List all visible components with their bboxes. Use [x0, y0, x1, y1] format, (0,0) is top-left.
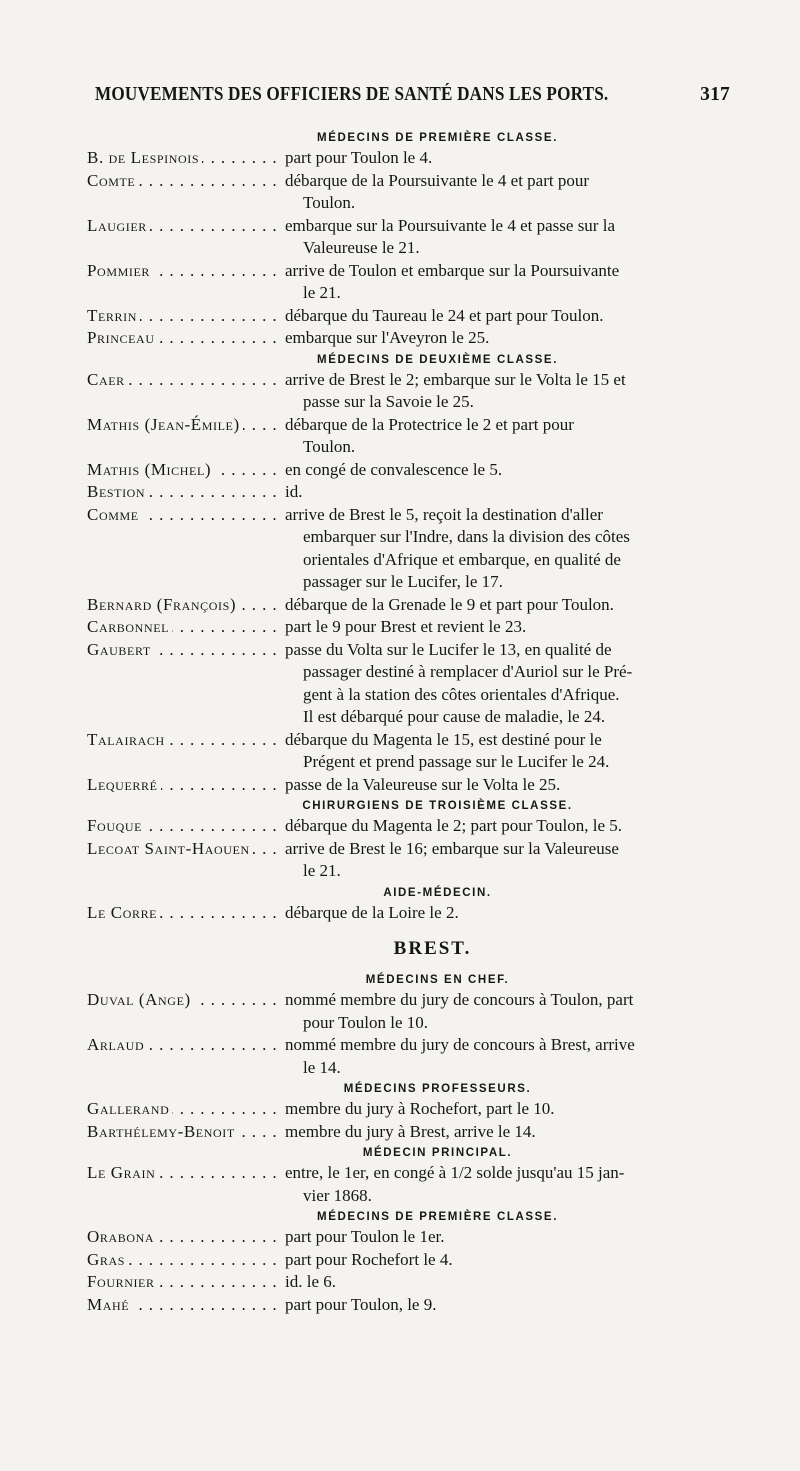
movement-description — [285, 639, 740, 729]
officer-name — [87, 1249, 277, 1272]
description-line: embarque sur l'Aveyron le 25. — [285, 328, 490, 347]
entry-row — [87, 774, 740, 797]
description-line: débarque de la Poursuivante le 4 et part pour — [285, 170, 590, 190]
description-line: débarque du Magenta le 2; part pour Toulon, le 5. — [285, 816, 622, 835]
description-line: passe sur la Savoie le 25. — [303, 392, 474, 411]
officer-name — [87, 616, 277, 639]
officer-name-text: Princeau — [87, 328, 158, 347]
description-line: débarque du Magenta le 15, est destiné pour le — [285, 729, 602, 749]
description-line: gent à la station des côtes orientales d'Afrique. — [303, 684, 620, 704]
description-line: part pour Toulon le 1er. — [285, 1227, 445, 1246]
description-line: membre du jury à Rochefort, part le 10. — [285, 1099, 555, 1118]
entry-row — [87, 1034, 740, 1079]
description-line: arrive de Toulon et embarque sur la Poursuivante — [285, 260, 620, 280]
description-line: id. — [285, 482, 303, 501]
officer-name — [87, 504, 277, 594]
officer-name — [87, 369, 277, 414]
entry-row — [87, 215, 740, 260]
description-line: Prégent et prend passage sur le Lucifer le 24. — [303, 752, 610, 771]
movement-description — [285, 1098, 740, 1121]
description-line: part le 9 pour Brest et revient le 23. — [285, 617, 527, 636]
entry-row — [87, 327, 740, 350]
description-line: passager sur le Lucifer, le 17. — [303, 572, 503, 591]
movement-description — [285, 1226, 740, 1249]
description-line: embarquer sur l'Indre, dans la division des côtes — [303, 527, 630, 546]
officer-name — [87, 1271, 277, 1294]
officer-name — [87, 774, 277, 797]
description-line: orientales d'Afrique et embarque, en qualité de — [303, 549, 621, 569]
movement-description — [285, 616, 740, 639]
movement-description — [285, 838, 740, 883]
officer-name — [87, 327, 277, 350]
description-line: pour Toulon le 10. — [303, 1012, 429, 1032]
officer-name — [87, 639, 277, 729]
movement-description — [285, 1121, 740, 1144]
movement-description — [285, 1249, 740, 1272]
officer-name — [87, 838, 277, 883]
header-title: MOUVEMENTS DES OFFICIERS DE SANTÉ DANS LES PORTS. — [95, 84, 609, 105]
description-line: part pour Toulon, le 9. — [285, 1294, 437, 1314]
description-line: en congé de convalescence le 5. — [285, 459, 503, 479]
officer-name-text: Duval (Ange) — [87, 990, 194, 1009]
entry-row — [87, 414, 740, 459]
officer-name — [87, 594, 277, 617]
officer-name — [87, 260, 277, 305]
officer-name-text: Mathis (Michel) — [87, 460, 214, 479]
officer-name-text: Laugier — [87, 216, 150, 235]
description-line: passager destiné à remplacer d'Auriol sur le Pré- — [303, 662, 633, 681]
officer-name-text: Mahé — [87, 1295, 132, 1314]
description-line: Toulon. — [303, 437, 356, 456]
officer-name-text: Le Grain — [87, 1163, 158, 1182]
page-number: 317 — [700, 84, 730, 105]
description-line: entre, le 1er, en congé à 1/2 solde jusqu'au 15 jan- — [285, 1163, 625, 1182]
officer-name-text: Gallerand — [87, 1099, 172, 1118]
entry-row — [87, 260, 740, 305]
description-line: membre du jury à Brest, arrive le 14. — [285, 1121, 536, 1141]
officer-name — [87, 815, 277, 838]
movement-description — [285, 215, 740, 260]
entry-row — [87, 170, 740, 215]
city-heading: BREST. — [393, 938, 472, 959]
movement-description — [285, 459, 740, 482]
movement-description — [285, 414, 740, 459]
section-heading: MÉDECINS PROFESSEURS. — [343, 1083, 532, 1095]
officer-name-text: Barthélemy-Benoit — [87, 1122, 238, 1141]
description-line: Valeureuse le 21. — [303, 238, 420, 257]
entry-row — [87, 305, 740, 328]
entry-row — [87, 504, 740, 594]
movement-description — [285, 147, 740, 170]
movement-description — [285, 902, 740, 925]
officer-name — [87, 147, 277, 170]
entry-row — [87, 147, 740, 170]
description-line: vier 1868. — [303, 1185, 372, 1205]
entry-row — [87, 594, 740, 617]
officer-name-text: Bernard (François) — [87, 595, 239, 614]
section-heading: AIDE-MÉDECIN. — [383, 886, 492, 899]
section-b1 — [87, 971, 740, 1079]
officer-name-text: Pommier — [87, 261, 153, 280]
officer-name — [87, 215, 277, 260]
officer-name — [87, 1226, 277, 1249]
description-line: part pour Toulon le 4. — [285, 148, 433, 167]
description-line: nommé membre du jury de concours à Brest, arrive — [285, 1035, 635, 1054]
officer-name-text: Gaubert — [87, 640, 154, 659]
description-line: Il est débarqué pour cause de maladie, le 24. — [303, 707, 606, 726]
officer-name-text: Caer — [87, 370, 128, 389]
officer-name — [87, 989, 277, 1034]
section-b3 — [87, 1144, 740, 1207]
description-line: débarque de la Protectrice le 2 et part pour — [285, 414, 574, 434]
description-line: arrive de Brest le 16; embarque sur la Valeureuse — [285, 838, 619, 858]
movement-description — [285, 815, 740, 838]
officer-name-text: Orabona — [87, 1227, 157, 1246]
officer-name-text: Bestion — [87, 482, 148, 501]
officer-name-text: Fouque — [87, 816, 145, 835]
officer-name — [87, 1121, 277, 1144]
running-header — [95, 84, 740, 112]
movement-description — [285, 1034, 740, 1079]
officer-name — [87, 459, 277, 482]
description-line: débarque de la Loire le 2. — [285, 902, 459, 922]
entry-row — [87, 1226, 740, 1249]
description-line: le 21. — [303, 861, 341, 880]
section-s3 — [87, 797, 740, 883]
entry-row — [87, 459, 740, 482]
entry-row — [87, 729, 740, 774]
description-line: passe de la Valeureuse sur le Volta le 25. — [285, 774, 561, 794]
description-line: débarque du Taureau le 24 et part pour Toulon. — [285, 305, 604, 325]
entry-row — [87, 481, 740, 504]
entry-row — [87, 1249, 740, 1272]
entry-row — [87, 639, 740, 729]
entry-row — [87, 1098, 740, 1121]
movement-description — [285, 1271, 740, 1294]
section-s1 — [87, 129, 740, 350]
section-s2 — [87, 351, 740, 797]
officer-name — [87, 1294, 277, 1317]
description-line: part pour Rochefort le 4. — [285, 1249, 453, 1269]
officer-name — [87, 414, 277, 459]
description-line: nommé membre du jury de concours à Toulon, part — [285, 990, 634, 1009]
description-line: arrive de Brest le 5, reçoit la destination d'aller — [285, 504, 603, 524]
section-heading: CHIRURGIENS DE TROISIÈME CLASSE. — [302, 800, 573, 812]
officer-name-text: Terrin — [87, 306, 140, 325]
entry-row — [87, 902, 740, 925]
movement-description — [285, 481, 740, 504]
section-heading: MÉDECIN PRINCIPAL. — [362, 1147, 513, 1159]
description-line: id. le 6. — [285, 1272, 336, 1291]
section-heading: MÉDECINS EN CHEF. — [365, 974, 510, 986]
section-b2 — [87, 1080, 740, 1143]
officer-name-text: Arlaud — [87, 1035, 147, 1054]
officer-name — [87, 305, 277, 328]
description-line: le 14. — [303, 1057, 341, 1077]
officer-name-text: Gras — [87, 1250, 128, 1269]
movement-description — [285, 305, 740, 328]
entry-row — [87, 815, 740, 838]
movement-description — [285, 774, 740, 797]
movement-description — [285, 369, 740, 414]
section-b4 — [87, 1208, 740, 1316]
officer-name-text: B. de Lespinois — [87, 148, 202, 167]
description-line: le 21. — [303, 283, 341, 302]
entry-row — [87, 1162, 740, 1207]
officer-name-text: Fournier — [87, 1272, 158, 1291]
description-line: Toulon. — [303, 193, 356, 212]
officer-name — [87, 729, 277, 774]
officer-name-text: Lequerré — [87, 775, 161, 794]
officer-name-text: Le Corre — [87, 903, 160, 922]
officer-name — [87, 1162, 277, 1207]
movement-description — [285, 1294, 740, 1317]
movement-description — [285, 729, 740, 774]
movement-description — [285, 594, 740, 617]
description-line: arrive de Brest le 2; embarque sur le Volta le 15 et — [285, 369, 626, 389]
officer-name-text: Carbonnel — [87, 617, 172, 636]
section-heading: MÉDECINS DE PREMIÈRE CLASSE. — [317, 1211, 558, 1223]
section-heading: MÉDECINS DE DEUXIÈME CLASSE. — [317, 353, 558, 366]
officer-name — [87, 1098, 277, 1121]
officer-name-text: Mathis (Jean-Émile) — [87, 415, 243, 434]
description-line: embarque sur la Poursuivante le 4 et passe sur la — [285, 215, 615, 235]
movement-description — [285, 1162, 740, 1207]
section-s4 — [87, 884, 740, 925]
officer-name-text: Talairach — [87, 730, 168, 749]
entry-row — [87, 1294, 740, 1317]
entry-row — [87, 989, 740, 1034]
entry-row — [87, 838, 740, 883]
entry-row — [87, 369, 740, 414]
officer-name-text: Comme — [87, 505, 142, 524]
officer-name — [87, 1034, 277, 1079]
page-content — [87, 128, 740, 1316]
description-line: passe du Volta sur le Lucifer le 13, en qualité de — [285, 639, 612, 659]
movement-description — [285, 170, 740, 215]
entry-row — [87, 1271, 740, 1294]
movement-description — [285, 260, 740, 305]
description-line: débarque de la Grenade le 9 et part pour Toulon. — [285, 594, 614, 614]
movement-description — [285, 327, 740, 350]
movement-description — [285, 989, 740, 1034]
entry-row — [87, 1121, 740, 1144]
officer-name-text: Comte — [87, 171, 138, 190]
officer-name — [87, 902, 277, 925]
movement-description — [285, 504, 740, 594]
entry-row — [87, 616, 740, 639]
officer-name — [87, 170, 277, 215]
officer-name — [87, 481, 277, 504]
officer-name-text: Lecoat Saint-Haouen — [87, 839, 253, 858]
section-heading: MÉDECINS DE PREMIÈRE CLASSE. — [317, 132, 558, 144]
